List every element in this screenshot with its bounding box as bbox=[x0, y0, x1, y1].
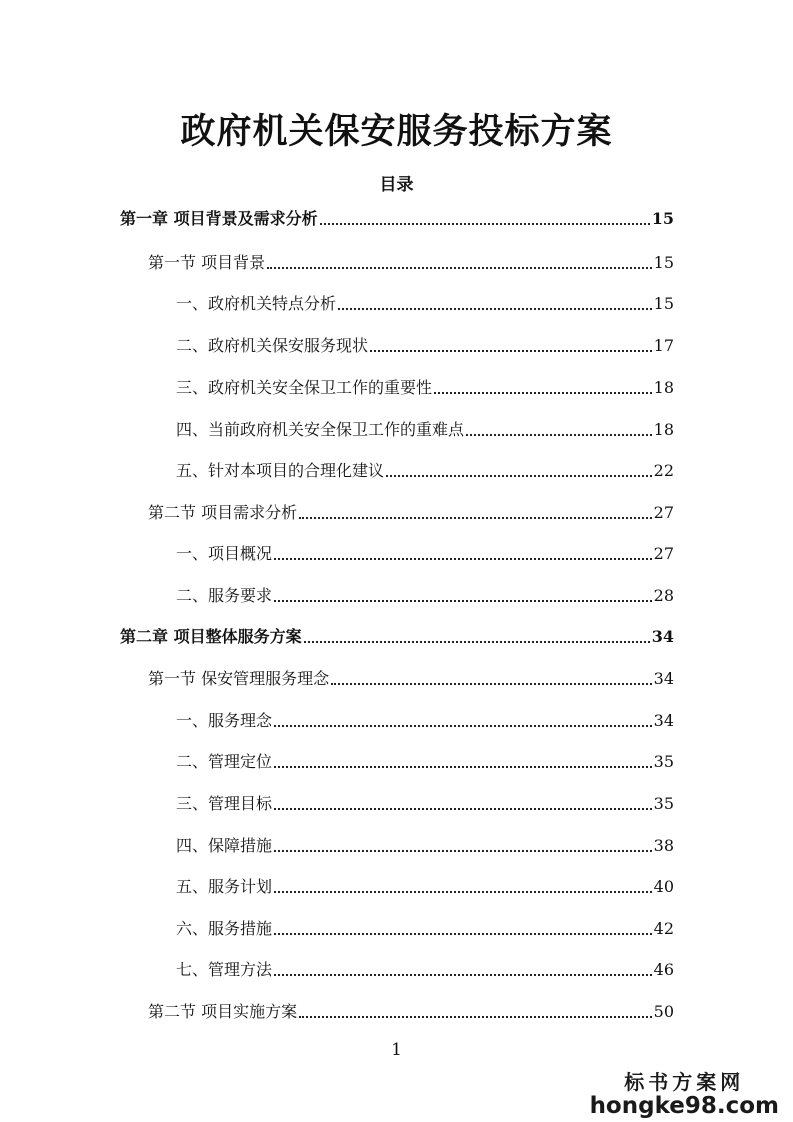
toc-section-2-1[interactable] bbox=[148, 667, 674, 691]
toc-entry-page: 18 bbox=[653, 378, 674, 397]
toc-dot-leader bbox=[320, 220, 650, 225]
toc-section-1-1[interactable] bbox=[148, 251, 674, 275]
toc-entry-label: 一、服务理念 bbox=[176, 711, 273, 730]
toc-entry-label: 第二节 项目需求分析 bbox=[148, 503, 298, 522]
toc-item-1-1-4[interactable] bbox=[176, 418, 674, 442]
toc-entry-label: 七、管理方法 bbox=[176, 960, 273, 979]
toc-dot-leader bbox=[274, 763, 652, 768]
toc-item-1-1-1[interactable] bbox=[176, 292, 674, 316]
toc-entry-page: 34 bbox=[653, 669, 674, 688]
toc-entry-label: 四、当前政府机关安全保卫工作的重难点 bbox=[176, 420, 465, 439]
watermark-chinese: 标书方案网 bbox=[624, 1070, 745, 1094]
toc-dot-leader bbox=[299, 1013, 652, 1018]
toc-item-2-1-5[interactable] bbox=[176, 875, 674, 899]
toc-entry-page: 34 bbox=[651, 627, 674, 646]
toc-entry-label: 第一节 保安管理服务理念 bbox=[148, 669, 330, 688]
toc-entry-label: 第一节 项目背景 bbox=[148, 253, 266, 272]
site-watermark bbox=[590, 1066, 779, 1119]
toc-entry-label: 第一章 项目背景及需求分析 bbox=[120, 209, 318, 228]
toc-entry-label: 二、政府机关保安服务现状 bbox=[176, 336, 369, 355]
toc-dot-leader bbox=[274, 847, 652, 852]
toc-entry-page: 38 bbox=[653, 836, 674, 855]
toc-item-2-1-7[interactable] bbox=[176, 958, 674, 982]
toc-item-1-1-3[interactable] bbox=[176, 376, 674, 400]
toc-entry-page: 42 bbox=[653, 919, 674, 938]
toc-entry-page: 15 bbox=[653, 294, 674, 313]
toc-dot-leader bbox=[304, 638, 650, 643]
toc-entry-label: 六、服务措施 bbox=[176, 919, 273, 938]
toc-dot-leader bbox=[274, 888, 652, 893]
toc-item-2-1-4[interactable] bbox=[176, 834, 674, 858]
toc-entry-label: 四、保障措施 bbox=[176, 836, 273, 855]
toc-item-1-1-2[interactable] bbox=[176, 334, 674, 358]
toc-entry-page: 35 bbox=[653, 794, 674, 813]
toc-item-2-1-6[interactable] bbox=[176, 917, 674, 941]
toc-entry-page: 35 bbox=[653, 752, 674, 771]
toc-entry-label: 二、管理定位 bbox=[176, 752, 273, 771]
toc-heading: 目录 bbox=[379, 175, 414, 195]
toc-entry-page: 50 bbox=[653, 1002, 674, 1021]
toc-dot-leader bbox=[386, 472, 652, 477]
toc-entry-page: 40 bbox=[653, 877, 674, 896]
toc-entry-label: 三、管理目标 bbox=[176, 794, 273, 813]
toc-entry-page: 27 bbox=[653, 544, 674, 563]
toc-dot-leader bbox=[434, 389, 652, 394]
toc-dot-leader bbox=[274, 930, 652, 935]
toc-chapter-2[interactable] bbox=[120, 625, 674, 649]
toc-dot-leader bbox=[267, 264, 652, 269]
toc-item-2-1-3[interactable] bbox=[176, 792, 674, 816]
toc-dot-leader bbox=[370, 347, 652, 352]
toc-item-2-1-1[interactable] bbox=[176, 709, 674, 733]
toc-entry-page: 46 bbox=[653, 960, 674, 979]
toc-dot-leader bbox=[466, 431, 652, 436]
toc-entry-page: 28 bbox=[653, 586, 674, 605]
page-title: 政府机关保安服务投标方案 bbox=[180, 112, 613, 152]
watermark-url: hongke98.com bbox=[589, 1093, 779, 1119]
toc-dot-leader bbox=[331, 680, 652, 685]
toc-entry-label: 五、服务计划 bbox=[176, 877, 273, 896]
toc-dot-leader bbox=[274, 971, 652, 976]
toc-entry-label: 一、政府机关特点分析 bbox=[176, 294, 337, 313]
toc-chapter-1[interactable] bbox=[120, 207, 674, 231]
toc-section-2-2[interactable] bbox=[148, 1000, 674, 1024]
toc-entry-page: 34 bbox=[653, 711, 674, 730]
page-number: 1 bbox=[391, 1040, 402, 1060]
toc-entry-label: 三、政府机关安全保卫工作的重要性 bbox=[176, 378, 433, 397]
toc-dot-leader bbox=[274, 555, 652, 560]
toc-entry-page: 27 bbox=[653, 503, 674, 522]
toc-entry-page: 15 bbox=[651, 209, 674, 228]
toc-entry-label: 一、项目概况 bbox=[176, 544, 273, 563]
toc-item-2-1-2[interactable] bbox=[176, 750, 674, 774]
toc-item-1-1-5[interactable] bbox=[176, 459, 674, 483]
toc-item-1-2-1[interactable] bbox=[176, 542, 674, 566]
toc-entry-label: 第二节 项目实施方案 bbox=[148, 1002, 298, 1021]
toc-section-1-2[interactable] bbox=[148, 501, 674, 525]
toc-item-1-2-2[interactable] bbox=[176, 584, 674, 608]
toc-entry-label: 五、针对本项目的合理化建议 bbox=[176, 461, 385, 480]
toc-entry-page: 22 bbox=[653, 461, 674, 480]
toc-entry-label: 第二章 项目整体服务方案 bbox=[120, 627, 302, 646]
toc-entry-page: 15 bbox=[653, 253, 674, 272]
toc-dot-leader bbox=[299, 514, 652, 519]
toc-dot-leader bbox=[274, 597, 652, 602]
toc-dot-leader bbox=[274, 805, 652, 810]
toc-dot-leader bbox=[274, 722, 652, 727]
toc-dot-leader bbox=[338, 305, 652, 310]
toc-entry-page: 17 bbox=[653, 336, 674, 355]
toc-entry-label: 二、服务要求 bbox=[176, 586, 273, 605]
toc-entry-page: 18 bbox=[653, 420, 674, 439]
